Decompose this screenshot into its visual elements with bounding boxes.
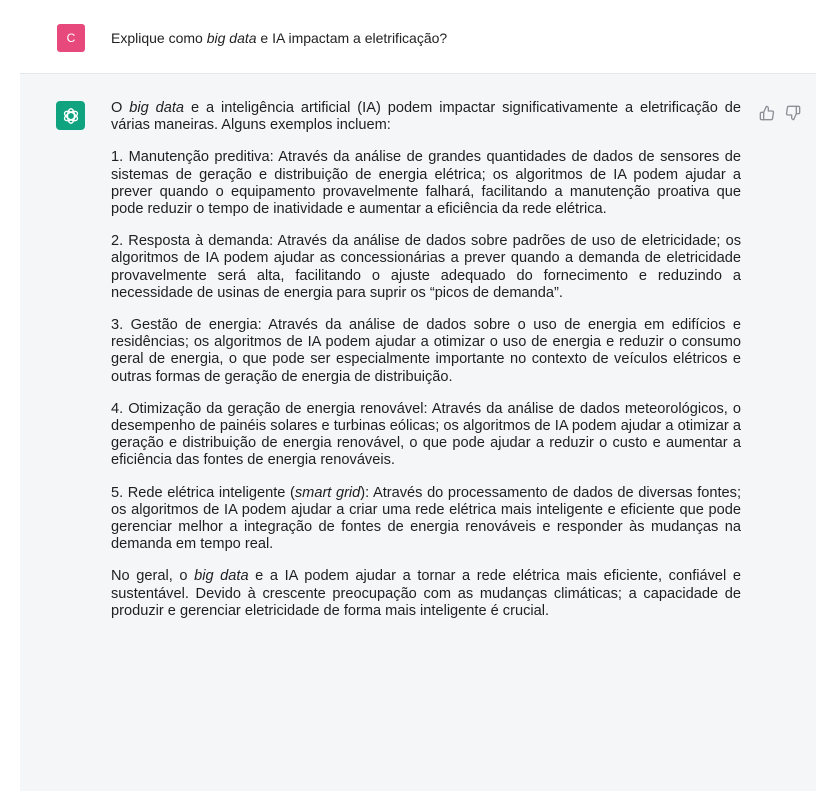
answer-item: 3. Gestão de energia: Através da análise de dados sobre o uso de energia em edifícios e residências; os algoritmos de IA podem ajudar a otimizar o uso de energia e reduzir o consumo geral de energia, o que pode ser especialmente importante no contexto de veículos elétricos e outras formas de geração de energia de distribuição. [111,317,741,385]
assistant-message-row [20,73,816,791]
thumbs-up-button[interactable] [758,104,776,122]
thumbs-down-icon [785,105,801,121]
answer-item: 1. Manutenção preditiva: Através da análise de grandes quantidades de dados de sensores de sistemas de geração e distribuição de energia elétrica; os algoritmos de IA podem ajudar a prever quando o equipamento provavelmente falhará, facilitando a manutenção proativa que pode reduzir o tempo de inatividade e aumentar a eficiência da rede elétrica. [111,149,741,218]
thumbs-down-button[interactable] [784,104,802,122]
user-avatar: C [57,24,85,52]
user-message: Explique como big data e IA impactam a eletrificação? [111,30,448,46]
assistant-avatar [56,101,85,130]
answer-conclusion: No geral, o big data e a IA podem ajudar a tornar a rede elétrica mais eficiente, confiável e sustentável. Devido à crescente preocupação com as mudanças climáticas; a capacidade de produzir e gerenciar eletricidade de forma mais inteligente é crucial. [111,568,741,619]
thumbs-up-icon [759,105,775,121]
answer-item: 4. Otimização da geração de energia renovável: Através da análise de dados meteorológicos, o desempenho de painéis solares e turbinas eólicas; os algoritmos de IA podem ajudar a otimizar a geração e distribuição de energia renovável, o que pode ajudar a reduzir o custo e aumentar a eficiência das fontes de energia renováveis. [111,400,741,469]
openai-logo-icon [61,106,81,126]
user-message-row [0,0,837,72]
answer-item: 5. Rede elétrica inteligente (smart grid): Através do processamento de dados de diversas fontes; os algoritmos de IA podem ajudar a criar uma rede elétrica mais inteligente e eficiente que pode gerenciar melhor a integração de fontes de energia renováveis e responder às mudanças na demanda em tempo real. [111,484,742,553]
answer-item: 2. Resposta à demanda: Através da análise de dados sobre padrões de uso de eletricidade; os algoritmos de IA podem ajudar as concessionárias a prever quando a demanda de eletricidade provavelmente será alta, facilitando o ajuste adequado do fornecimento e reduzindo a necessidade de usinas de energia para suprir os “picos de demanda”. [111,233,741,301]
assistant-answer [111,100,741,620]
answer-intro: O big data e a inteligência artificial (IA) podem impactar significativamente a eletrificação de várias maneiras. Alguns exemplos incluem: [111,100,742,134]
